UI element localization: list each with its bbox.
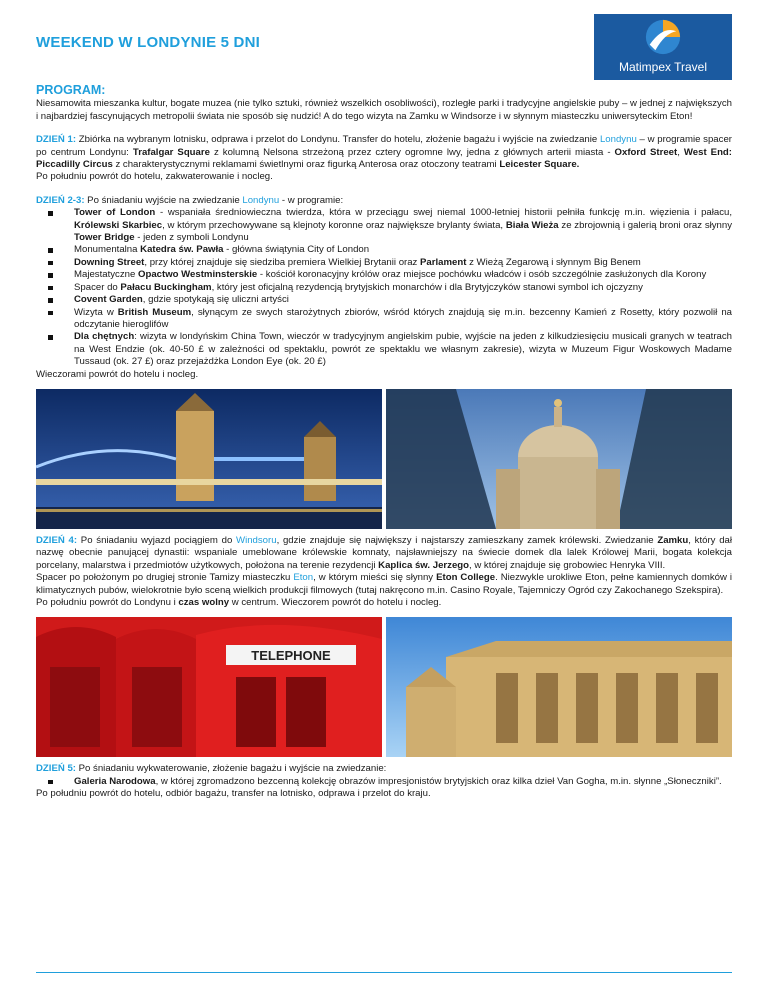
- day1-text: z kolumną Nelsona strzeżoną przez cztery ogromne lwy, jedna z głównych arterii miasta -: [209, 146, 615, 158]
- day1-highlight: Oxford Street: [614, 146, 678, 158]
- list-item: Wizyta w British Museum, słynącym ze swych starożytnych zbiorów, wśród których znajdują się m.in. bezcenny Kamień z Rosetty, który pozwolił na odczytanie hieroglifów: [74, 306, 733, 330]
- day5-closing: Po południu powrót do hotelu, odbiór bagażu, transfer na lotnisko, odprawa i przelot do kraju.: [36, 788, 431, 800]
- telephone-sign: TELEPHONE: [251, 648, 331, 664]
- list-item: Monumentalna Katedra św. Pawła - główna świątynia City of London: [74, 244, 732, 256]
- day1-label: DZIEŃ 1:: [36, 134, 77, 146]
- day5-label: DZIEŃ 5:: [36, 763, 76, 775]
- day23-closing: Wieczorami powrót do hotelu i nocleg.: [36, 368, 199, 380]
- list-item: Covent Garden, gdzie spotykają się uliczni artyści: [74, 294, 732, 306]
- day1-paragraph: [36, 134, 732, 171]
- day1-text: z charakterystycznymi reklamami świetlnymi oraz figurką Anterosa oraz otoczony teatrami: [112, 159, 500, 171]
- day1-highlight: West End: Piccadilly Circus: [36, 146, 732, 171]
- day1-closing: Po południu powrót do hotelu, zakwaterowanie i nocleg.: [36, 171, 273, 183]
- logo-text: Matimpex Travel: [618, 60, 708, 74]
- day23-list: [36, 207, 732, 368]
- day23-text: - w programie:: [279, 194, 344, 206]
- st-pauls-cathedral-photo: [386, 389, 732, 529]
- windsor-chapel-photo: [386, 617, 732, 757]
- list-item: Tower of London - wspaniała średniowieczna twierdza, która w przeciągu swej niemal 1000-letniej historii pełniła funkcję m.in. więzienia i pałacu, Królewski Skarbiec, w którym przechowywane są klejnoty koronne oraz największe brylanty świata, Biała Wieża ze zbrojownią i galerią broni oraz słynny Tower Bridge - jeden z symboli Londynu: [74, 207, 733, 244]
- day1-text: ,: [677, 146, 684, 158]
- tower-bridge-photo: [36, 389, 382, 529]
- day23-text: Po śniadaniu wyjście na zwiedzanie: [84, 194, 243, 206]
- page-title: WEEKEND W LONDYNIE 5 DNI: [36, 34, 260, 51]
- day5-list: [36, 776, 732, 788]
- day4-label: DZIEŃ 4:: [36, 534, 78, 546]
- list-item: Downing Street, przy której znajduje się siedziba premiera Wielkiej Brytanii oraz Parlament z Wieżą Zegarową i słynnym Big Benem: [74, 257, 732, 269]
- day1-highlight: Trafalgar Square: [132, 146, 210, 158]
- footer-divider: [36, 972, 732, 973]
- day1-city: Londynu: [599, 134, 637, 146]
- program-body: [36, 84, 732, 801]
- day4-paragraph-3: Po południu powrót do Londynu i czas wolny w centrum. Wieczorem powrót do hotelu i nocleg.: [36, 596, 442, 608]
- day1-highlight: Leicester Square.: [499, 159, 580, 171]
- list-item: Dla chętnych: wizyta w londyńskim China Town, wieczór w tradycyjnym angielskim pubie, wyjście na jeden z kilkudziesięciu musicali granych w teatrach na West Endzie (ok. 40-50 £ w zależności od spektaklu, powrót ze spektaklu we własnym zakresie), wizyta w Muzeum Figur Woskowych Madame Tussaud (ok. 27 £) oraz przejażdżka London Eye (ok. 20 £): [74, 331, 732, 368]
- day23-intro: [36, 195, 732, 207]
- day4-paragraph-2: Spacer po położonym po drugiej stronie Tamizy miasteczku Eton, w którym mieści się słynny Eton College. Niezwykle urokliwe Eton, pełne kamiennych domków i klimatycznych pubów, wielokrotnie było sceną wielkich produkcji filmowych (tutaj nakręcono m.in. Casino Royale, Tajemniczy Ogród czy Zakochanego Szekspira).: [36, 572, 733, 596]
- globe-logo-icon: [644, 18, 682, 56]
- list-item: Galeria Narodowa, w której zgromadzono bezcenną kolekcję obrazów impresjonistów brytyjskich oraz kilka dzieł Van Gogha, m.in. słynne „Słoneczniki”.: [74, 776, 732, 788]
- list-item: Spacer do Pałacu Buckingham, który jest oficjalną rezydencją brytyjskich monarchów i dla Brytyjczyków stanowi symbol ich ojczyzny: [74, 282, 732, 294]
- day4-paragraph: DZIEŃ 4: Po śniadaniu wyjazd pociągiem do Windsoru, gdzie znajduje się największy i najstarszy zamieszkany zamek królewski. Zwiedzanie Zamku, który dał nazwę obecnie panującej dynastii: wspaniale umeblowane królewskie komnaty, najsławniejszy na świecie domek dla lalek Królowej Marii, bogata kolekcja porcelany, malarstwa i przedmiotów użytkowych, położona na terenie rezydencji Kaplica św. Jerzego, w której znajduje się grobowiec Henryka VIII.: [36, 534, 732, 571]
- program-intro: Niesamowita mieszanka kultur, bogate muzea (nie tylko sztuki, również wszelkich osobliwości), rozległe parki i tradycyjne angielskie puby – w jednej z największych i najbardziej fascynujących metropolii świata nie sposób się nudzić! A do tego wizyta na Zamku w Windsorze i w słynnym miasteczku uniwersyteckim Eton!: [36, 98, 732, 122]
- company-logo: [594, 14, 732, 80]
- list-item: Majestatyczne Opactwo Westminsterskie - kościół koronacyjny królów oraz miejsce pochówku władców i osób szczególnie zasłużonych dla Korony: [74, 269, 732, 281]
- photo-row-2: [36, 617, 732, 757]
- day5-paragraph: DZIEŃ 5: Po śniadaniu wykwaterowanie, złożenie bagażu i wyjście na zwiedzanie:: [36, 763, 387, 775]
- telephone-booths-photo: [36, 617, 382, 757]
- day23-label: DZIEŃ 2-3:: [36, 194, 85, 206]
- day1-text: – w programie spacer po centrum Londynu:: [36, 134, 732, 158]
- program-heading: PROGRAM:: [36, 83, 106, 97]
- day1-text: Zbiórka na wybranym lotnisku, odprawa i przelot do Londynu. Transfer do hotelu, złożenie bagażu i wyjście na zwiedzanie: [76, 134, 600, 146]
- day23-city: Londynu: [242, 194, 280, 206]
- photo-row-1: [36, 389, 732, 529]
